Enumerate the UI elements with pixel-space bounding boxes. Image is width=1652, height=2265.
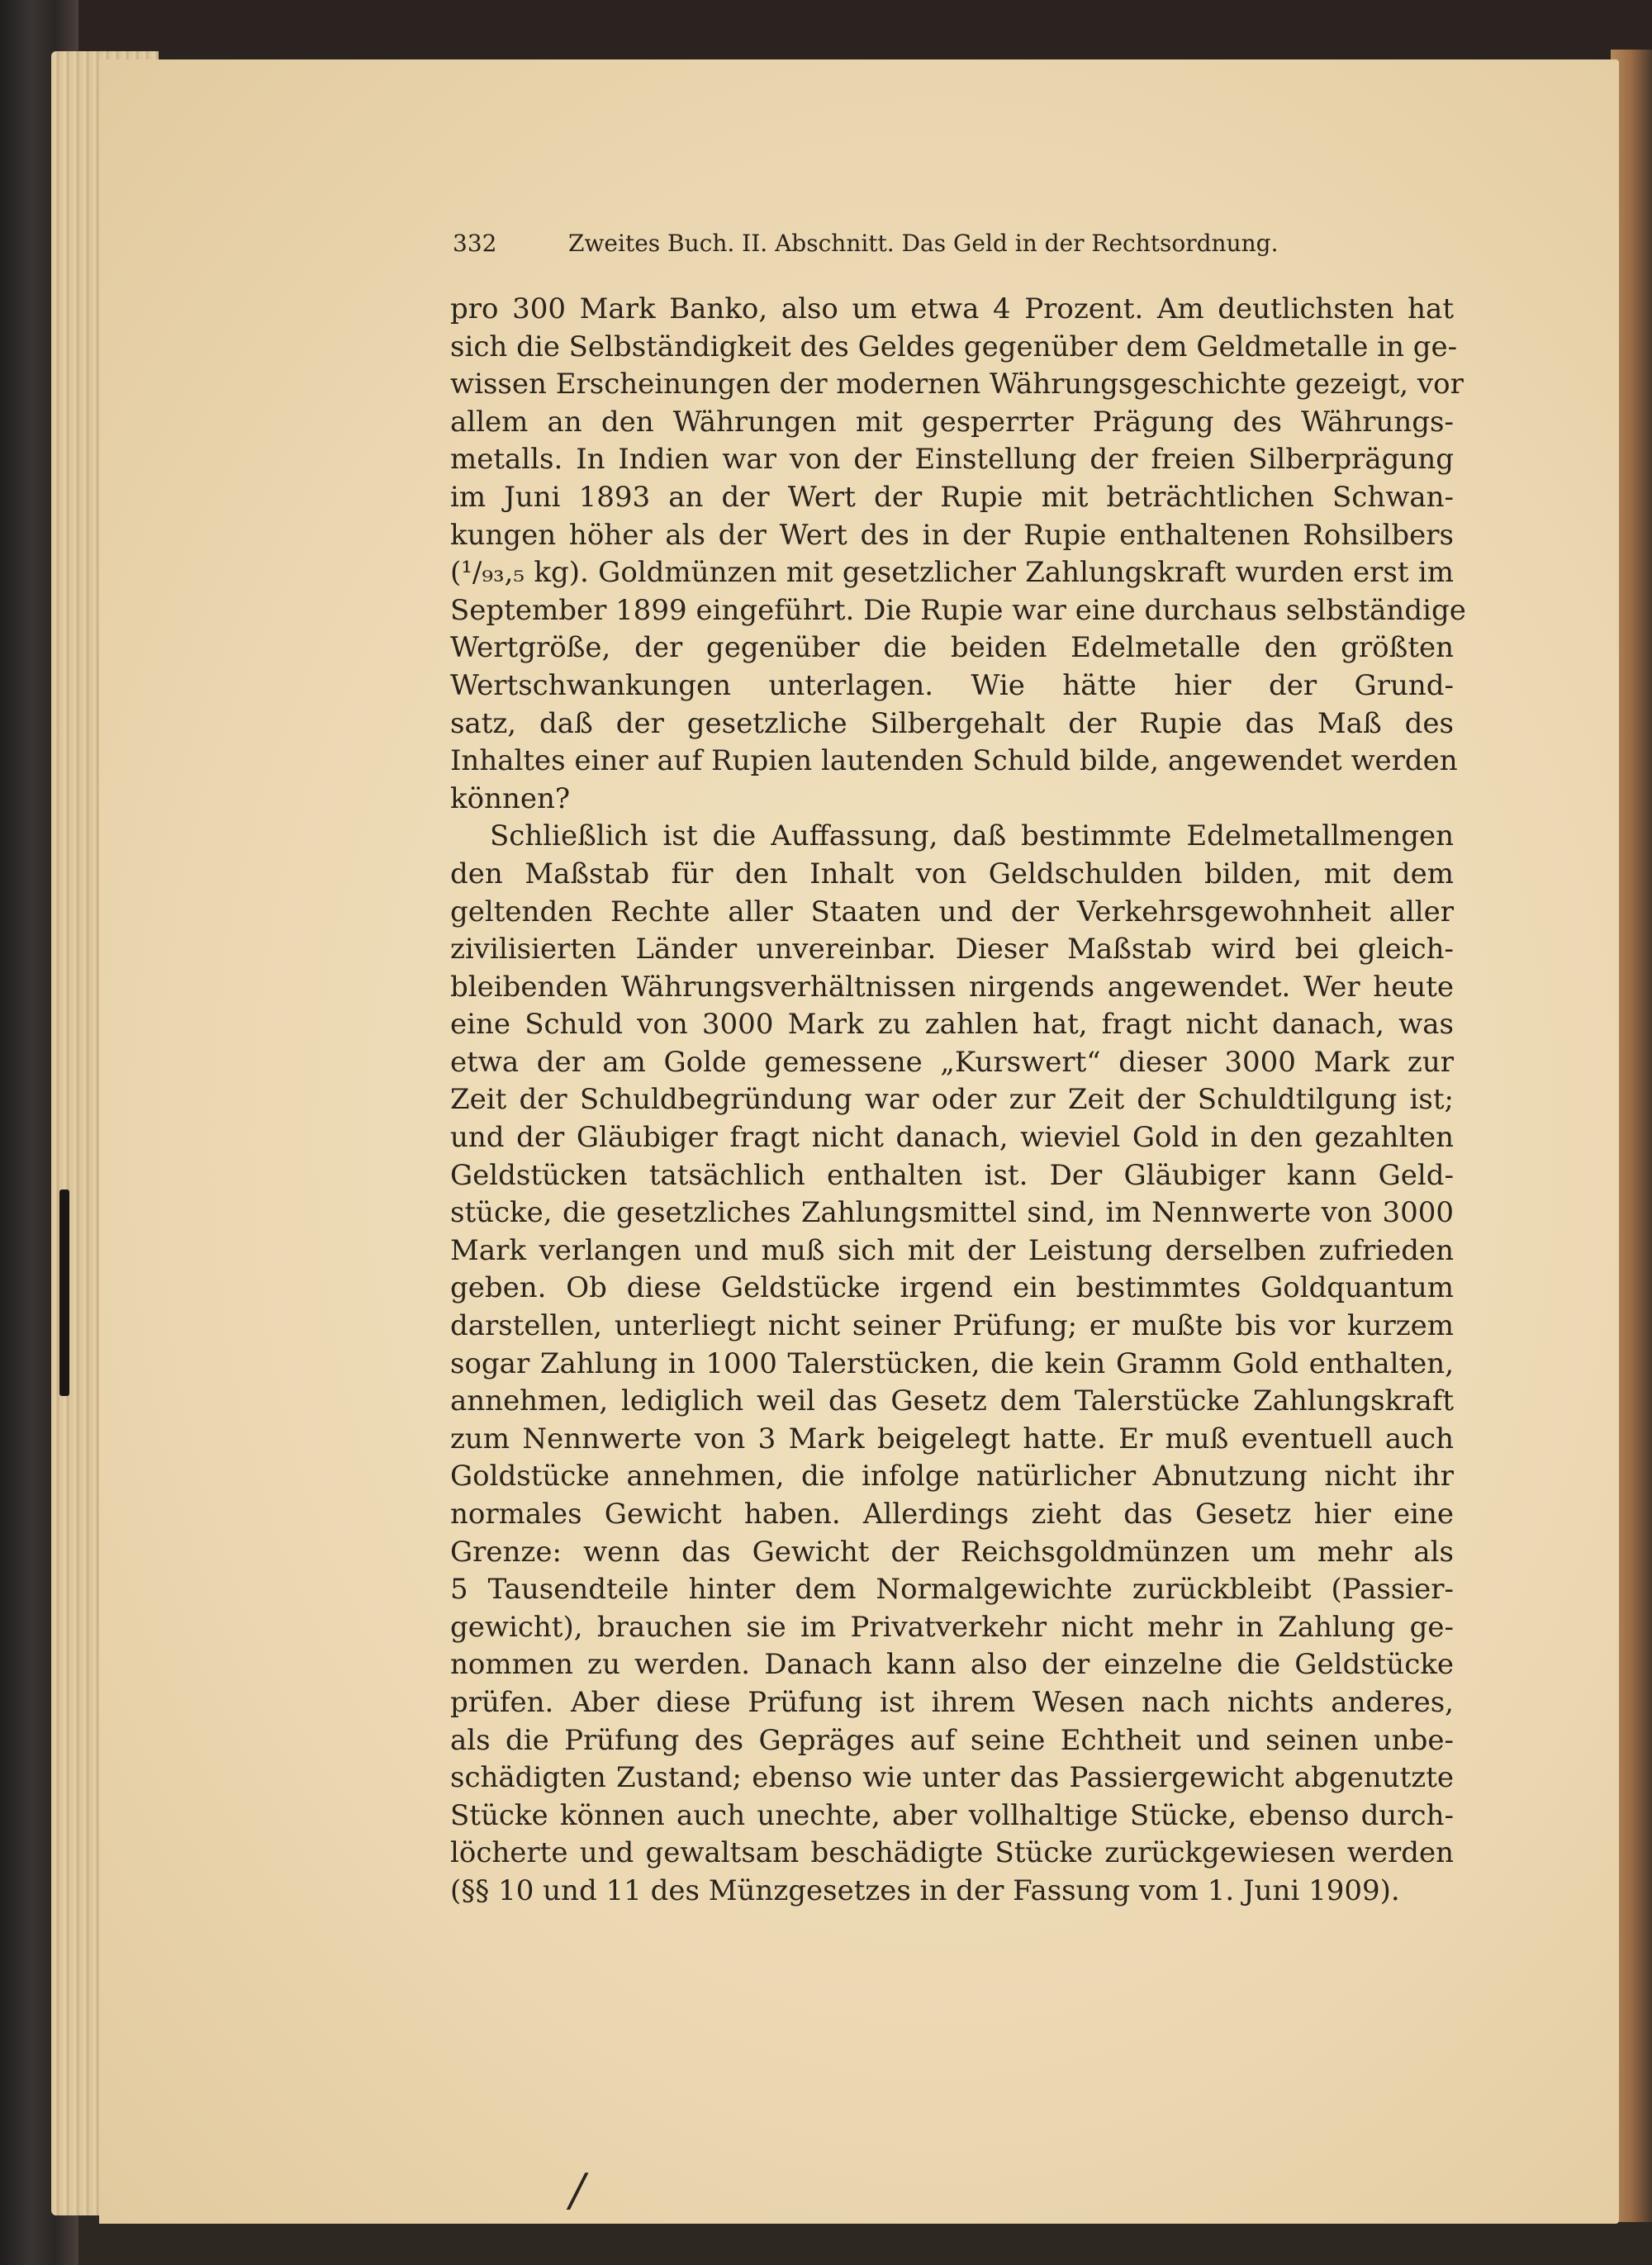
- text-line: 5 Tausendteile hinter dem Normalgewichte zurückbleibt (Passier-: [450, 1573, 1454, 1607]
- spine-tab: [59, 1189, 69, 1396]
- text-line: stücke, die gesetzliches Zahlungsmittel sind, im Nennwerte von 3000: [450, 1196, 1454, 1230]
- text-line: Goldstücke annehmen, die infolge natürlicher Abnutzung nicht ihr: [450, 1460, 1454, 1493]
- text-line: (§§ 10 und 11 des Münzgesetzes in der Fassung vom 1. Juni 1909).: [450, 1873, 1400, 1907]
- text-line: Inhaltes einer auf Rupien lautenden Schuld bilde, angewendet werden: [450, 744, 1458, 778]
- text-line: annehmen, lediglich weil das Gesetz dem Talerstücke Zahlungskraft: [450, 1384, 1454, 1418]
- book-top-edge: [0, 0, 1652, 62]
- text-line: geltenden Rechte aller Staaten und der Verkehrsgewohnheit aller: [450, 895, 1454, 928]
- text-line: Geldstücken tatsächlich enthalten ist. Der Gläubiger kann Geld-: [450, 1158, 1454, 1192]
- text-line: und der Gläubiger fragt nicht danach, wieviel Gold in den gezahlten: [450, 1121, 1454, 1155]
- body-text: [450, 291, 1466, 1911]
- text-line: zum Nennwerte von 3 Mark beigelegt hatte. Er muß eventuell auch: [450, 1422, 1454, 1455]
- text-line: zivilisierten Länder unvereinbar. Dieser Maßstab wird bei gleich-: [450, 933, 1454, 966]
- text-line: Wertgröße, der gegenüber die beiden Edelmetalle den größten: [450, 631, 1454, 665]
- text-line: bleibenden Währungsverhältnissen nirgends angewendet. Wer heute: [450, 970, 1454, 1004]
- text-line: Mark verlangen und muß sich mit der Leistung derselben zufrieden: [450, 1233, 1454, 1267]
- text-line: kungen höher als der Wert des in der Rupie enthaltenen Rohsilbers: [450, 518, 1454, 552]
- text-line: normales Gewicht haben. Allerdings zieht das Gesetz hier eine: [450, 1498, 1454, 1531]
- text-line: Zeit der Schuldbegründung war oder zur Zeit der Schuldtilgung ist;: [450, 1083, 1454, 1117]
- text-line: etwa der am Golde gemessene „Kurswert“ dieser 3000 Mark zur: [450, 1045, 1454, 1079]
- text-line: als die Prüfung des Gepräges auf seine Echtheit und seinen unbe-: [450, 1723, 1454, 1757]
- text-line: sogar Zahlung in 1000 Talerstücken, die kein Gramm Gold enthalten,: [450, 1346, 1454, 1380]
- text-line: im Juni 1893 an der Wert der Rupie mit beträchtlichen Schwan-: [450, 480, 1454, 514]
- text-line: sich die Selbständigkeit des Geldes gegenüber dem Geldmetalle in ge-: [450, 330, 1458, 363]
- running-title: Zweites Buch. II. Abschnitt. Das Geld in der Rechtsordnung.: [568, 230, 1279, 257]
- text-line: Grenze: wenn das Gewicht der Reichsgoldmünzen um mehr als: [450, 1535, 1454, 1569]
- text-line: September 1899 eingeführt. Die Rupie war eine durchaus selbständige: [450, 593, 1466, 627]
- footer-pen-mark: /: [570, 2164, 586, 2216]
- text-line: löcherte und gewaltsam beschädigte Stücke zurückgewiesen werden: [450, 1836, 1454, 1870]
- text-line: satz, daß der gesetzliche Silbergehalt der Rupie das Maß des: [450, 706, 1454, 740]
- text-line: schädigten Zustand; ebenso wie unter das Passiergewicht abgenutzte: [450, 1761, 1454, 1795]
- running-head: [453, 230, 1361, 257]
- text-line: gewicht), brauchen sie im Privatverkehr nicht mehr in Zahlung ge-: [450, 1610, 1454, 1644]
- text-line: den Maßstab für den Inhalt von Geldschulden bilden, mit dem: [450, 857, 1454, 890]
- text-line: allem an den Währungen mit gesperrter Prägung des Währungs-: [450, 405, 1454, 439]
- page-number: 332: [453, 230, 497, 257]
- text-line: können?: [450, 781, 571, 815]
- text-line: nommen zu werden. Danach kann also der einzelne die Geldstücke: [450, 1648, 1454, 1682]
- text-line: geben. Ob diese Geldstücke irgend ein bestimmtes Goldquantum: [450, 1271, 1454, 1305]
- text-line: pro 300 Mark Banko, also um etwa 4 Prozent. Am deutlichsten hat: [450, 292, 1454, 325]
- text-line: Stücke können auch unechte, aber vollhaltige Stücke, ebenso durch-: [450, 1798, 1454, 1832]
- text-line: (¹/₉₃,₅ kg). Goldmünzen mit gesetzlicher Zahlungskraft wurden erst im: [450, 556, 1454, 590]
- text-line: Schließlich ist die Auffassung, daß bestimmte Edelmetallmengen: [490, 819, 1454, 853]
- text-line: eine Schuld von 3000 Mark zu zahlen hat, fragt nicht danach, was: [450, 1008, 1454, 1042]
- text-line: metalls. In Indien war von der Einstellung der freien Silberprägung: [450, 443, 1454, 477]
- text-line: Wertschwankungen unterlagen. Wie hätte hier der Grund-: [450, 668, 1454, 702]
- text-line: darstellen, unterliegt nicht seiner Prüfung; er mußte bis vor kurzem: [450, 1309, 1454, 1343]
- text-line: prüfen. Aber diese Prüfung ist ihrem Wesen nach nichts anderes,: [450, 1685, 1454, 1719]
- text-line: wissen Erscheinungen der modernen Währungsgeschichte gezeigt, vor: [450, 368, 1464, 401]
